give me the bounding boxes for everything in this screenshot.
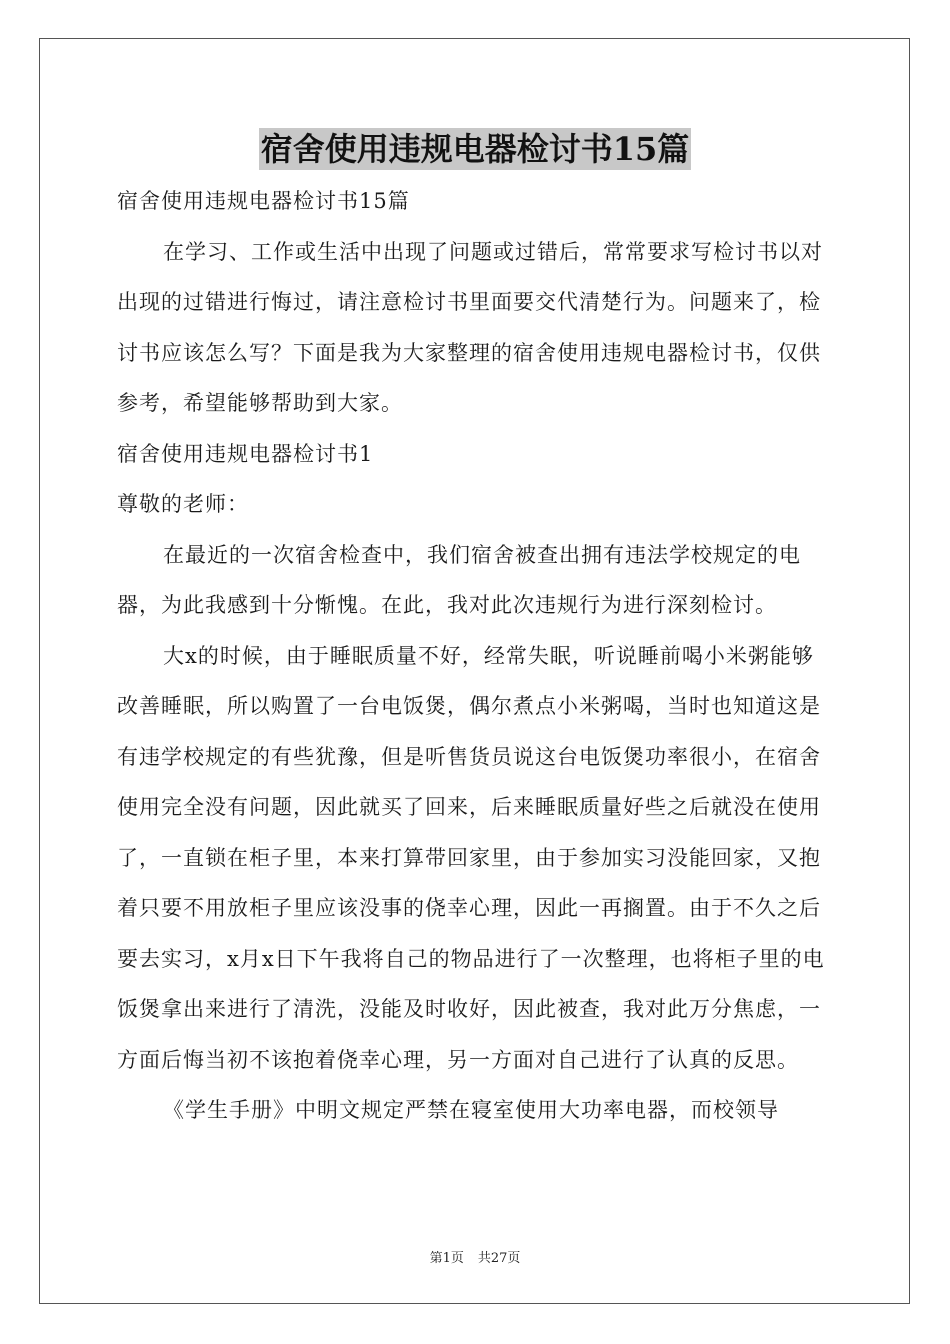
body-paragraph: 《学生手册》中明文规定严禁在寝室使用大功率电器，而校领导 xyxy=(163,1098,779,1122)
page-footer xyxy=(0,1247,950,1266)
page-number: 第1页 xyxy=(429,1251,464,1266)
page-total: 共27页 xyxy=(477,1251,521,1266)
title-container xyxy=(0,128,950,170)
section-heading: 宿舍使用违规电器检讨书1 xyxy=(117,441,374,466)
salutation: 尊敬的老师： xyxy=(117,492,249,516)
intro-paragraph: 在学习、工作或生活中出现了问题或过错后，常常要求写检讨书以对出现的过错进行悔过，请注意检讨书里面要交代清楚行为。问题来了，检讨书应该怎么写？下面是我为大家整理的宿舍使用违规电器检讨书，仅供参考，希望能够帮助到大家。 xyxy=(117,239,823,415)
document-body xyxy=(117,176,835,1136)
body-paragraph: 在最近的一次宿舍检查中，我们宿舍被查出拥有违法学校规定的电器，为此我感到十分惭愧。在此，我对此次违规行为进行深刻检讨。 xyxy=(117,542,801,617)
subtitle-paragraph: 宿舍使用违规电器检讨书15篇 xyxy=(117,189,410,213)
document-title: 宿舍使用违规电器检讨书15篇 xyxy=(260,130,690,168)
body-paragraph: 大x的时候，由于睡眠质量不好，经常失眠，听说睡前喝小米粥能够改善睡眠，所以购置了一台电饭煲，偶尔煮点小米粥喝，当时也知道这是有违学校规定的有些犹豫，但是听售货员说这台电饭煲功率很小，在宿舍使用完全没有问题，因此就买了回来，后来睡眠质量好些之后就没在使用了，一直锁在柜子里，本来打算带回家里，由于参加实习没能回家，又抱着只要不用放柜子里应该没事的侥幸心理，因此一再搁置。由于不久之后要去实习，x月x日下午我将自己的物品进行了一次整理，也将柜子里的电饭煲拿出来进行了清洗，没能及时收好，因此被查，我对此万分焦虑，一方面后悔当初不该抱着侥幸心理，另一方面对自己进行了认真的反思。 xyxy=(117,643,825,1072)
